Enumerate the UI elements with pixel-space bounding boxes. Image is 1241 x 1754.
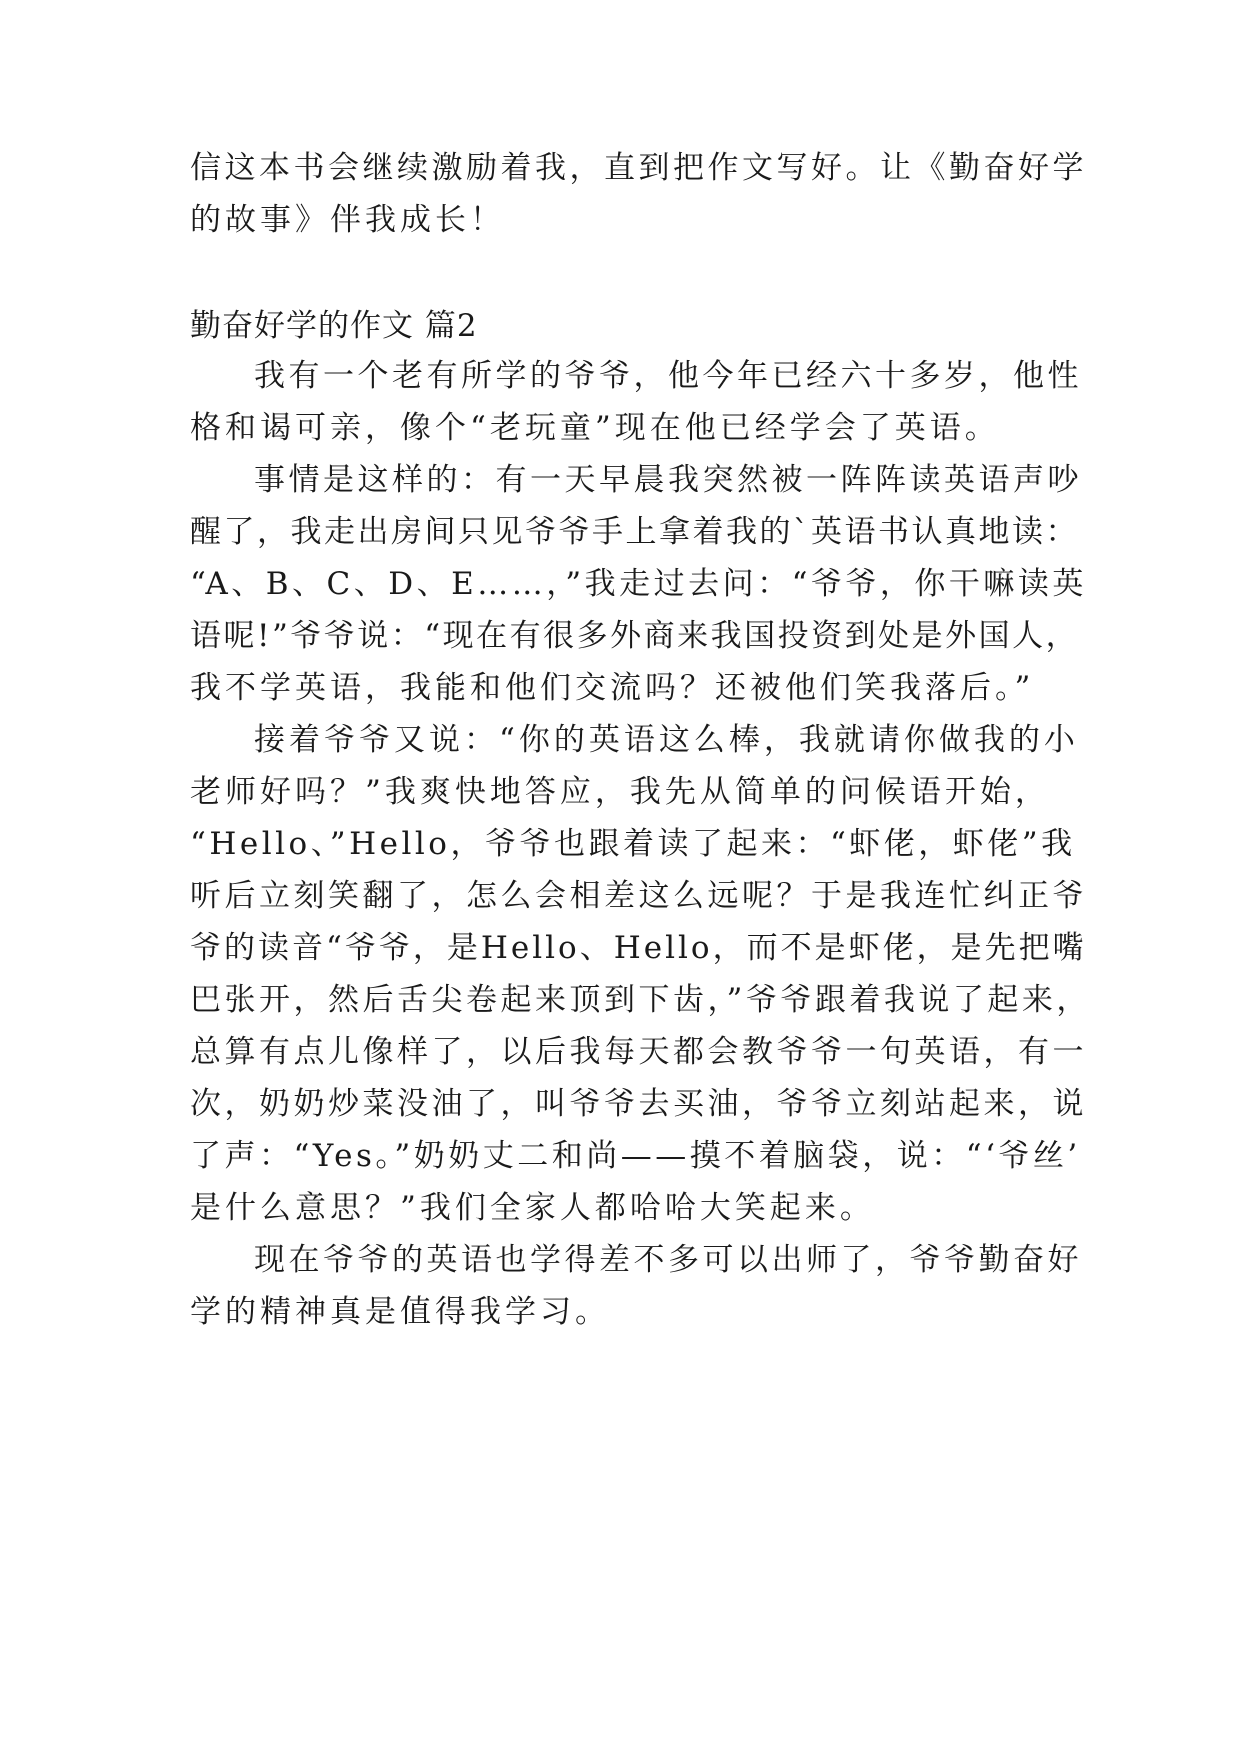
text-line: 总算有点儿像样了，以后我每天都会教爷爷一句英语，有一	[190, 1034, 1087, 1070]
text-line: 格和谒可亲，像个“老玩童”现在他已经学会了英语。	[190, 410, 1000, 446]
text-line: 现在爷爷的英语也学得差不多可以出师了，爷爷勤奋好	[254, 1242, 1082, 1278]
text-line: 是什么意思？”我们全家人都哈哈大笑起来。	[190, 1190, 875, 1226]
text-line: 次，奶奶炒菜没油了，叫爷爷去买油，爷爷立刻站起来，说	[190, 1086, 1087, 1122]
text-line: “A、B、C、D、E……，”我走过去问：“爷爷，你干嘛读英	[190, 566, 1087, 602]
text-line: 我不学英语，我能和他们交流吗？还被他们笑我落后。”	[190, 670, 1035, 706]
text-line: 爷的读音“爷爷，是Hello、Hello，而不是虾佬，是先把嘴	[190, 930, 1087, 966]
section-title: 勤奋好学的作文 篇2	[190, 308, 478, 344]
text-line: 听后立刻笑翻了，怎么会相差这么远呢？于是我连忙纠正爷	[190, 878, 1087, 914]
text-line: 学的精神真是值得我学习。	[190, 1294, 610, 1330]
text-line: 醒了，我走出房间只见爷爷手上拿着我的`英语书认真地读：	[190, 514, 1079, 550]
text-line: 信这本书会继续激励着我，直到把作文写好。让《勤奋好学	[190, 150, 1087, 186]
text-line: 事情是这样的：有一天早晨我突然被一阵阵读英语声吵	[254, 462, 1082, 498]
text-line: 了声：“Yes。”奶奶丈二和尚——摸不着脑袋，说：“‘爷丝’	[190, 1138, 1081, 1174]
text-line: 我有一个老有所学的爷爷，他今年已经六十多岁，他性	[254, 358, 1082, 394]
text-line: 老师好吗？”我爽快地答应，我先从简单的问候语开始，	[190, 774, 1050, 810]
text-line: 的故事》伴我成长！	[190, 202, 505, 238]
text-line: “Hello、”Hello，爷爷也跟着读了起来：“虾佬，虾佬”我	[190, 826, 1076, 862]
text-line: 语呢!”爷爷说：“现在有很多外商来我国投资到处是外国人，	[190, 618, 1080, 654]
text-line: 接着爷爷又说：“你的英语这么棒，我就请你做我的小	[254, 722, 1079, 758]
text-line: 巴张开，然后舌尖卷起来顶到下齿，”爷爷跟着我说了起来，	[190, 982, 1091, 1018]
